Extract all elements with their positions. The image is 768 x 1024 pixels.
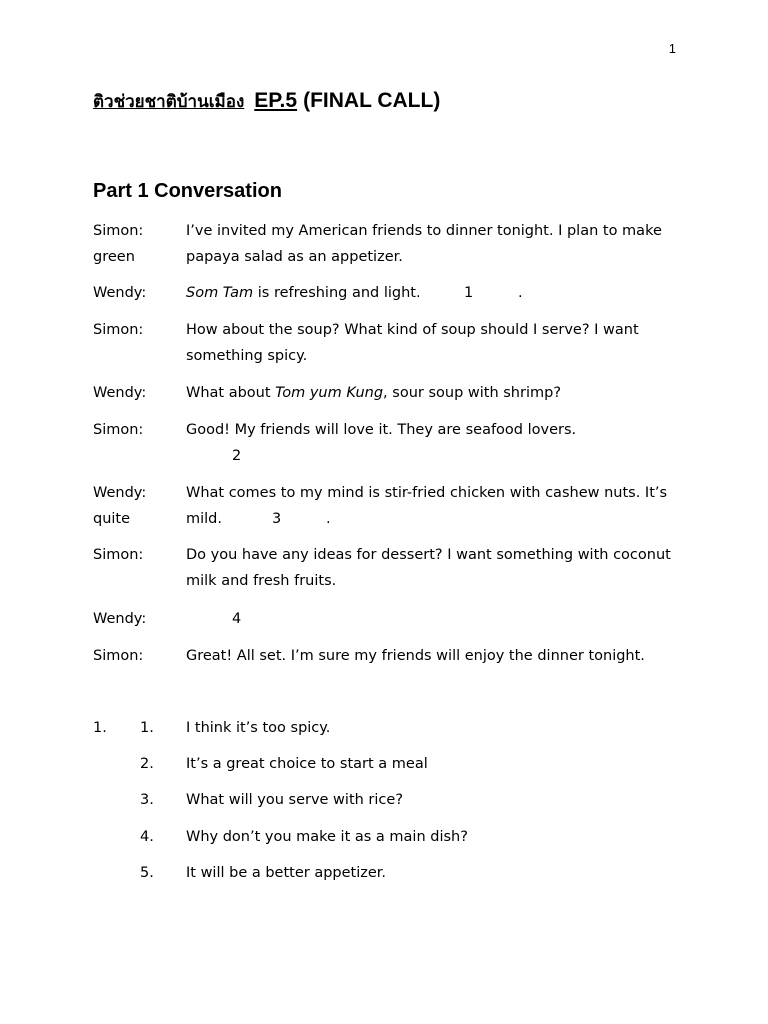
blank-period: . xyxy=(326,511,331,527)
title-subtitle: (FINAL CALL) xyxy=(303,89,441,112)
blank-number: 1 xyxy=(464,285,474,301)
dish-name: Tom yum Kung xyxy=(275,385,384,401)
dialogue-text: What about xyxy=(186,385,276,401)
dialogue-text: is refreshing and light. xyxy=(253,285,421,301)
question-number: 1. xyxy=(93,720,107,736)
dish-name: Som Tam xyxy=(186,285,254,301)
dialogue-line: Do you have any ideas for dessert? I want something with coconut xyxy=(186,547,671,563)
option-text: What will you serve with rice? xyxy=(186,792,404,808)
option-text: Why don’t you make it as a main dish? xyxy=(186,829,468,845)
blank-number: 2 xyxy=(232,448,242,464)
speaker-overflow-word: quite xyxy=(93,511,131,527)
title-thai: ติวช่วยชาติบ้านเมือง xyxy=(93,92,245,112)
dialogue-line: milk and fresh fruits. xyxy=(186,573,337,589)
speaker-label: Simon: xyxy=(93,648,144,664)
speaker-label: Simon: xyxy=(93,422,144,438)
option-text: It’s a great choice to start a meal xyxy=(186,756,428,772)
section-title: Part 1 Conversation xyxy=(93,180,282,202)
option-number: 5. xyxy=(140,865,154,881)
dialogue-line xyxy=(186,283,421,303)
dialogue-line: What comes to my mind is stir-fried chicken with cashew nuts. It’s xyxy=(186,485,668,501)
dialogue-line: something spicy. xyxy=(186,348,308,364)
speaker-label: Simon: xyxy=(93,223,144,239)
speaker-label: Wendy: xyxy=(93,285,147,301)
speaker-label: Wendy: xyxy=(93,485,147,501)
blank-number: 4 xyxy=(232,611,242,627)
dialogue-line: Great! All set. I’m sure my friends will enjoy the dinner tonight. xyxy=(186,648,645,664)
dialogue-line: How about the soup? What kind of soup should I serve? I want xyxy=(186,322,639,338)
dialogue-line: papaya salad as an appetizer. xyxy=(186,249,403,265)
speaker-label: Wendy: xyxy=(93,385,147,401)
option-number: 3. xyxy=(140,792,154,808)
dialogue-text: , sour soup with shrimp? xyxy=(383,385,562,401)
dialogue-line xyxy=(186,383,561,403)
dialogue-line: mild. xyxy=(186,511,222,527)
speaker-overflow-word: green xyxy=(93,249,135,265)
speaker-label: Simon: xyxy=(93,547,144,563)
option-number: 1. xyxy=(140,720,154,736)
option-number: 2. xyxy=(140,756,154,772)
document-title xyxy=(93,88,440,115)
option-text: I think it’s too spicy. xyxy=(186,720,331,736)
speaker-label: Wendy: xyxy=(93,611,147,627)
page-number: 1 xyxy=(668,41,676,56)
title-episode: EP.5 xyxy=(254,89,298,112)
blank-number: 3 xyxy=(272,511,282,527)
dialogue-line: Good! My friends will love it. They are seafood lovers. xyxy=(186,422,577,438)
option-number: 4. xyxy=(140,829,154,845)
speaker-label: Simon: xyxy=(93,322,144,338)
option-text: It will be a better appetizer. xyxy=(186,865,387,881)
dialogue-line: I’ve invited my American friends to dinner tonight. I plan to make xyxy=(186,223,662,239)
blank-period: . xyxy=(518,285,523,301)
